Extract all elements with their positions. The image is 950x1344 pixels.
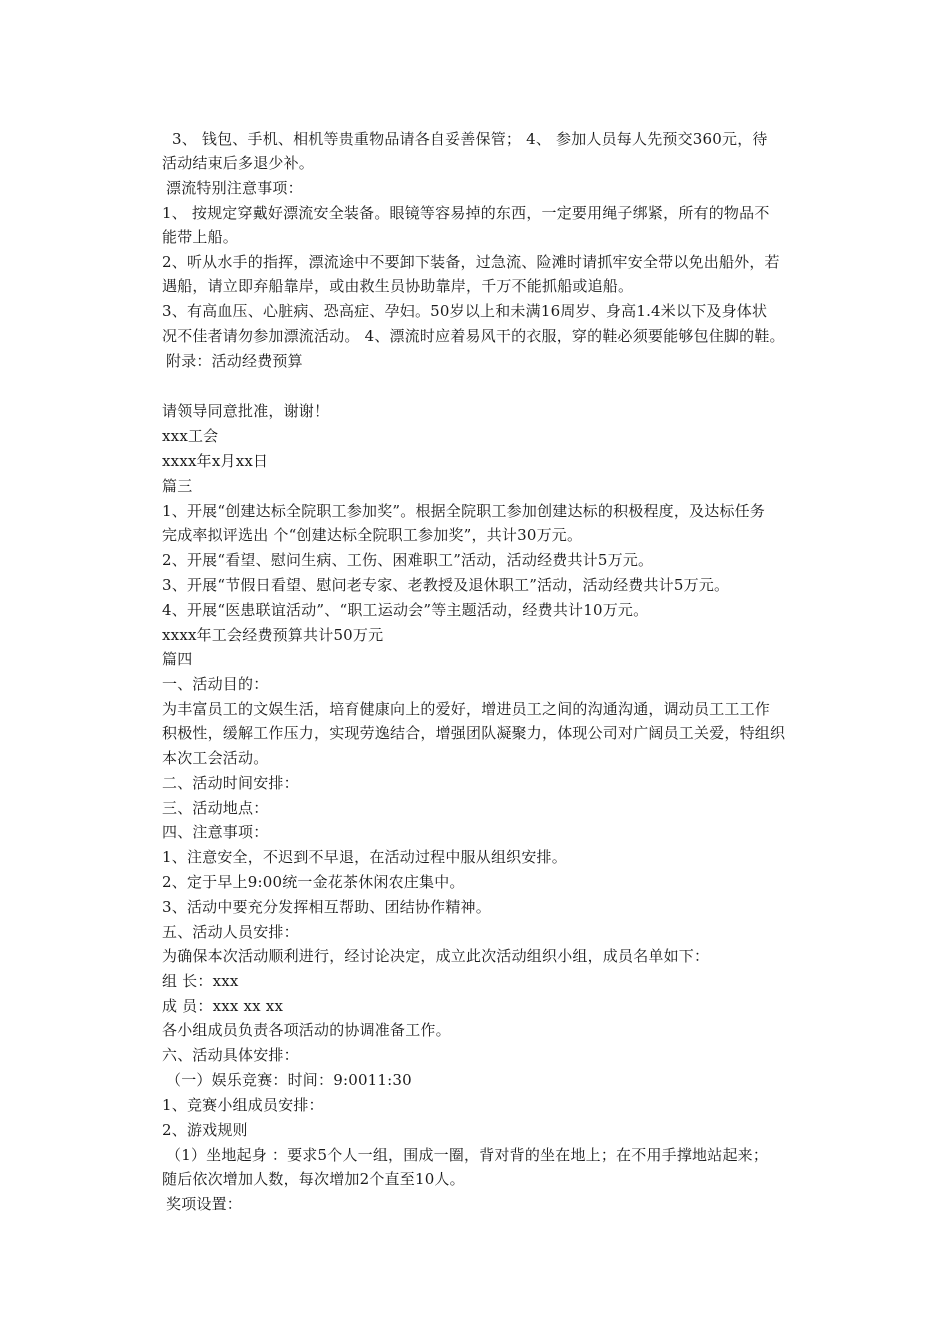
text-line: 1、开展“创建达标全院职工参加奖”。根据全院职工参加创建达标的积极程度，及达标任务: [162, 502, 766, 520]
text-line: 3、 钱包、手机、相机等贵重物品请各自妥善保管； 4、 参加人员每人先预交360元，待: [172, 130, 768, 148]
text-line: 1、注意安全，不迟到不早退，在活动过程中服从组织安排。: [162, 848, 567, 866]
text-line: xxxx年工会经费预算共计50万元: [162, 626, 384, 644]
text-line: 一、活动目的：: [162, 675, 269, 693]
text-line: 五、活动人员安排：: [162, 923, 299, 941]
text-line: 能带上船。: [162, 228, 239, 246]
text-line: 本次工会活动。: [162, 749, 269, 767]
text-line: 4、开展“医患联谊活动”、“职工运动会”等主题活动，经费共计10万元。: [162, 601, 649, 619]
text-line: 各小组成员负责各项活动的协调准备工作。: [162, 1021, 451, 1039]
text-line: 遇船，请立即弃船靠岸，或由救生员协助靠岸，千万不能抓船或追船。: [162, 277, 634, 295]
text-line: 2、定于早上9:00统一金花茶休闲农庄集中。: [162, 873, 465, 891]
text-line: 四、注意事项：: [162, 823, 269, 841]
text-line: 为丰富员工的文娱生活，培育健康向上的爱好，增进员工之间的沟通沟通，调动员工工工作: [162, 700, 771, 718]
text-line: 1、竞赛小组成员安排：: [162, 1096, 324, 1114]
text-line: 2、游戏规则: [162, 1121, 248, 1139]
text-line: 奖项设置：: [166, 1195, 243, 1213]
text-line: 随后依次增加人数，每次增加2个直至10人。: [162, 1170, 465, 1188]
text-line: 完成率拟评选出 个“创建达标全院职工参加奖”，共计30万元。: [162, 526, 583, 544]
text-line: 2、开展“看望、慰问生病、工伤、困难职工”活动，活动经费共计5万元。: [162, 551, 654, 569]
text-line: 3、开展“节假日看望、慰问老专家、老教授及退休职工”活动，活动经费共计5万元。: [162, 576, 730, 594]
text-line: 二、活动时间安排：: [162, 774, 299, 792]
text-line: 3、有高血压、心脏病、恐高症、孕妇。50岁以上和未满16周岁、身高1.4米以下及身体状: [162, 302, 768, 320]
section-heading: 篇四: [162, 650, 193, 668]
text-line: xxxx年x月xx日: [162, 452, 269, 470]
text-line: 为确保本次活动顺利进行，经讨论决定，成立此次活动组织小组，成员名单如下：: [162, 947, 710, 965]
text-line: 活动结束后多退少补。: [162, 154, 315, 172]
text-line: （1）坐地起身 ：要求5个人一组，围成一圈，背对背的坐在地上；在不用手撑地站起来；: [166, 1146, 769, 1164]
text-line: 2、听从水手的指挥，漂流途中不要卸下装备，过急流、险滩时请抓牢安全带以免出船外，若: [162, 253, 780, 271]
text-line: 附录：活动经费预算: [166, 352, 303, 370]
text-line: xxx工会: [162, 427, 219, 445]
text-line: 六、活动具体安排：: [162, 1046, 299, 1064]
text-line: 积极性，缓解工作压力，实现劳逸结合，增强团队凝聚力，体现公司对广阔员工关爱，特组织: [162, 724, 786, 742]
text-line: 三、活动地点：: [162, 799, 269, 817]
section-heading: 篇三: [162, 477, 193, 495]
text-line: 漂流特别注意事项：: [166, 179, 303, 197]
text-line: 1、 按规定穿戴好漂流安全装备。眼镜等容易掉的东西，一定要用绳子绑紧，所有的物品不: [162, 204, 770, 222]
text-line: 3、活动中要充分发挥相互帮助、团结协作精神。: [162, 898, 491, 916]
text-line: （一）娱乐竞赛：时间：9:0011:30: [166, 1071, 412, 1089]
text-line: 况不佳者请勿参加漂流活动。 4、漂流时应着易风干的衣服，穿的鞋必须要能够包住脚的鞋。: [162, 327, 785, 345]
text-line: 请领导同意批准，谢谢！: [162, 402, 330, 420]
text-line: 成 员：xxx xx xx: [162, 997, 284, 1015]
text-line: 组 长：xxx: [162, 972, 239, 990]
